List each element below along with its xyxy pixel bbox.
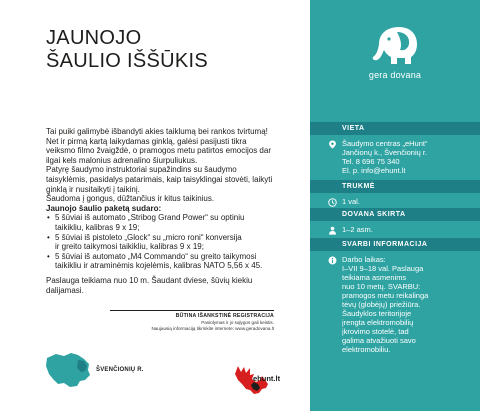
list-item-line: • 5 šūviai iš automato „M4 Commando“ su greito taikymosi — [55, 251, 257, 261]
info-line: pramogos metu reikalinga — [342, 291, 429, 300]
duration-section — [310, 180, 480, 206]
info-line: nuo 10 metų. SVARBU: — [342, 282, 421, 291]
list-item-line: taikikliu, kalibras 9 x 19; — [55, 222, 140, 232]
info-line: I–VII 9–18 val. Paslauga — [342, 264, 424, 273]
intro-line: Tai puiki galimybė išbandyti akies taiklumą bei rankos tvirtumą! — [46, 127, 268, 136]
list-item-line: taikikliu ir atraminėmis kojelėmis, kalibras NATO 5,56 x 45. — [55, 261, 263, 271]
list-item-line: • 5 šūviai iš automato „Stribog Grand Power“ su optiniu — [55, 213, 245, 223]
info-line: įrengta elektromobilių — [342, 318, 414, 327]
registration-note — [110, 310, 274, 332]
info-sidebar — [310, 0, 480, 411]
section-body — [310, 135, 480, 175]
intro-line: taisyklėmis, pasidalys patarimais, kaip taisyklingai stovėti, laikyti — [46, 174, 273, 184]
person-icon — [328, 226, 337, 235]
location-section — [310, 122, 480, 175]
intro-line: Net ir pirmą kartą laikydamas ginklą, galėsi pasijusti tikra — [46, 136, 247, 146]
list-item-line: • 5 šūviai iš pistoleto „Glock“ su „micro roni“ konversija — [55, 232, 242, 242]
registration-line: Pasiūlymas ir jo sąlygos gali keistis. — [201, 320, 274, 325]
list-item — [46, 213, 304, 232]
clock-icon — [328, 198, 337, 207]
info-line: elektromobiliu. — [342, 345, 391, 354]
intro-line: ginklą ir nusitaikyti į taikinį. — [46, 184, 140, 194]
email-text: El. p. info@ehunt.lt — [342, 166, 406, 175]
info-icon — [328, 256, 337, 265]
list-item — [46, 233, 304, 252]
intro-line: Patyrę šaudymo instruktoriai supažindins su šaudymo — [46, 165, 237, 175]
title-line-1: JAUNOJO — [46, 27, 142, 49]
phone-text: Tel. 8 696 75 340 — [342, 157, 400, 166]
list-item-line: ir greito taikymosi taikikliu, kalibras 9 x 19; — [55, 242, 204, 252]
important-info-section — [310, 238, 480, 354]
intro-line: Šaudoma į gongus, dūžtančius ir kitus taikinius. — [46, 194, 215, 204]
info-line: tėvų (globėjų) priežiūra. — [342, 300, 421, 309]
elephant-icon — [367, 24, 423, 68]
final-line: dalijamasi. — [46, 285, 84, 295]
brand-logo — [310, 24, 480, 80]
section-heading: VIETA — [310, 122, 480, 135]
intro-line: veiksmo filmo žvaigždė, o pramogos metu patirtos emocijos dar — [46, 146, 271, 156]
region-label: ŠVENČIONIŲ R. — [96, 367, 144, 373]
info-line: teikiama asmenims — [342, 273, 407, 282]
title-line-2: ŠAULIO IŠŠŪKIS — [46, 50, 209, 72]
page-title — [46, 27, 208, 73]
lithuania-map-icon — [44, 350, 92, 390]
list-item — [46, 252, 304, 271]
section-body — [310, 251, 480, 354]
final-note — [46, 276, 304, 295]
registration-title: BŪTINA IŠANKSTINĖ REGISTRACIJA — [175, 313, 274, 319]
section-body — [310, 221, 480, 234]
description — [46, 127, 304, 295]
info-line: galima atvažiuoti savo — [342, 336, 416, 345]
package-list — [46, 213, 304, 271]
intro-line: ilgai kels malonius adrenalino šiurpuliukus. — [46, 155, 198, 165]
info-line: įkrovimo stotelė, tad — [342, 327, 409, 336]
registration-line: Naujausią informaciją tikrinkite internete: www.geradovana.lt — [151, 326, 274, 331]
brand-name: gera dovana — [368, 70, 422, 80]
persons-value: 1–2 asm. — [342, 225, 373, 234]
map-pin-icon — [328, 140, 337, 149]
section-heading: SVARBI INFORMACIJA — [310, 238, 480, 251]
location-line: Jančionų k., Švenčionių r. — [342, 148, 428, 157]
package-title: Jaunojo šaulio paketą sudaro: — [46, 203, 162, 213]
info-line: Darbo laikas: — [342, 255, 386, 264]
section-heading: DOVANA SKIRTA — [310, 208, 480, 221]
persons-section — [310, 208, 480, 234]
final-line: Paslauga teikiama nuo 10 m. Šaudant dviese, šūvių kiekiu — [46, 275, 253, 285]
section-body — [310, 193, 480, 206]
ehunt-logo-text: ehunt.lt — [253, 374, 281, 383]
info-line: Šaudyklos teritorijoje — [342, 309, 412, 318]
location-line: Šaudymo centras „eHunt“ — [342, 139, 428, 148]
duration-value: 1 val. — [342, 197, 360, 206]
section-heading: TRUKMĖ — [310, 180, 480, 193]
